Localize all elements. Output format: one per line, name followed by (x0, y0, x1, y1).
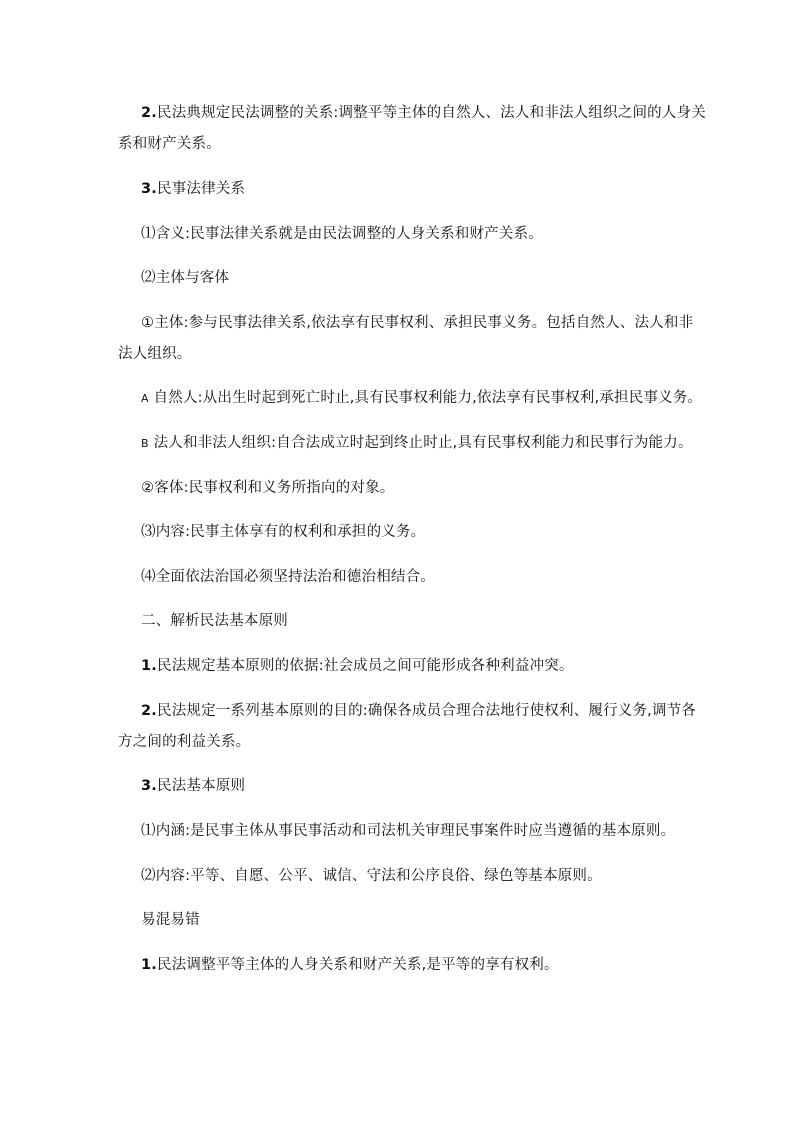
paragraph-text: 民法典规定民法调整的关系:调整平等主体的自然人、法人和非法人组织之间的人身关 (157, 105, 706, 121)
paragraph-legal-person (141, 433, 693, 454)
paragraph-rule-of-law: ⑷全面依法治国必须坚持法治和德治相结合。 (141, 569, 435, 585)
paragraph-civil-code-relations (141, 103, 706, 123)
paragraph-meaning: ⑴含义:民事法律关系就是由民法调整的人身关系和财产关系。 (141, 226, 543, 242)
item-number: 1. (141, 658, 157, 674)
paragraph-text: 法人和非法人组织:自合法成立时起到终止时止,具有民事权利能力和民事行为能力。 (153, 435, 693, 451)
item-number: 2. (141, 105, 157, 121)
heading-text: 民事法律关系 (157, 181, 246, 197)
item-number: 3. (141, 778, 157, 794)
paragraph-basis (141, 656, 574, 676)
item-letter: A (141, 392, 149, 405)
paragraph-subject-object: ⑵主体与客体 (141, 270, 230, 286)
paragraph-continuation: 方之间的利益关系。 (118, 734, 251, 750)
heading-basic-principles (141, 776, 245, 796)
paragraph-continuation: 法人组织。 (118, 346, 192, 362)
item-number: 3. (141, 181, 157, 197)
item-letter: B (141, 437, 149, 450)
item-number: 2. (141, 703, 157, 719)
item-number: 1. (141, 957, 157, 973)
paragraph-mistake-1 (141, 955, 559, 975)
paragraph-text: 民法调整平等主体的人身关系和财产关系,是平等的享有权利。 (157, 957, 559, 973)
paragraph-text: 自然人:从出生时起到死亡时止,具有民事权利能力,依法享有民事权利,承担民事义务。 (153, 390, 703, 406)
section-heading-common-mistakes: 易混易错 (141, 912, 200, 928)
paragraph-purpose (141, 701, 696, 721)
heading-civil-legal-relation (141, 179, 245, 199)
paragraph-connotation: ⑴内涵:是民事主体从事民事活动和司法机关审理民事案件时应当遵循的基本原则。 (141, 823, 676, 839)
paragraph-subject: ①主体:参与民事法律关系,依法享有民事权利、承担民事义务。包括自然人、法人和非 (141, 315, 694, 331)
paragraph-object: ②客体:民事权利和义务所指向的对象。 (141, 480, 395, 496)
paragraph-content: ⑶内容:民事主体享有的权利和承担的义务。 (141, 524, 426, 540)
paragraph-continuation: 系和财产关系。 (118, 136, 221, 152)
paragraph-text: 民法规定基本原则的依据:社会成员之间可能形成各种利益冲突。 (157, 658, 574, 674)
paragraph-principles-content: ⑵内容:平等、自愿、公平、诚信、守法和公序良俗、绿色等基本原则。 (141, 868, 602, 884)
paragraph-text: 民法规定一系列基本原则的目的:确保各成员合理合法地行使权利、履行义务,调节各 (157, 703, 697, 719)
section-heading-basic-principles: 二、解析民法基本原则 (141, 613, 288, 629)
heading-text: 民法基本原则 (157, 778, 246, 794)
paragraph-natural-person (141, 388, 702, 409)
